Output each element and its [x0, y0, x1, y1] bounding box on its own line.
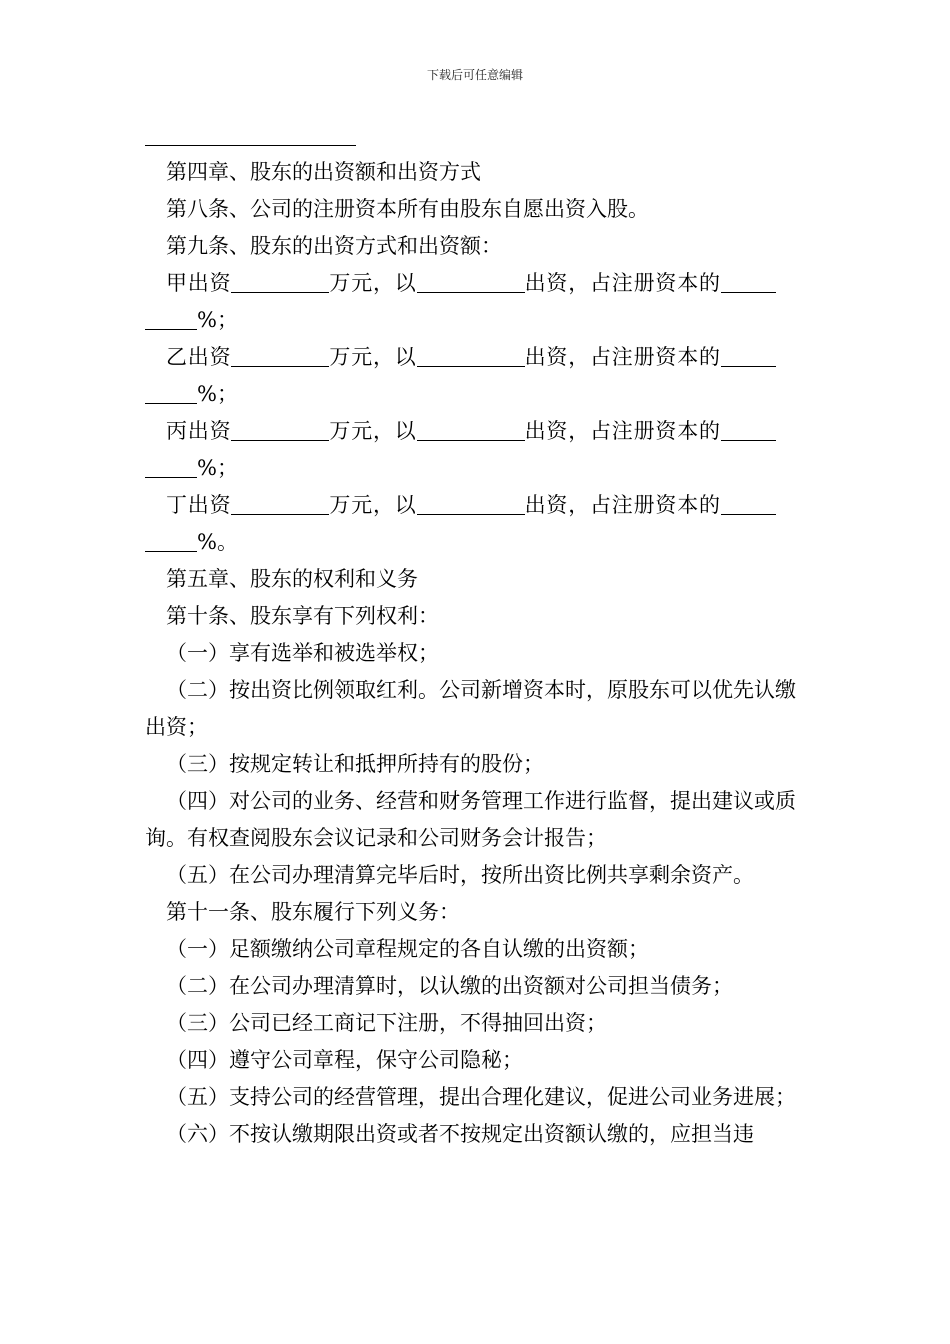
percent-blank-cont — [145, 309, 197, 330]
right-item: （四）对公司的业务、经营和财务管理工作进行监督，提出建议或质询。有权查阅股东会议记录和公司财务会计报告； — [145, 789, 796, 850]
percent-blank-cont — [145, 383, 197, 404]
share-text: 出资，占注册资本的 — [524, 271, 721, 295]
percent-blank — [721, 494, 776, 515]
percent-end: %。 — [197, 530, 238, 554]
right-item: （三）按规定转让和抵押所持有的股份； — [166, 752, 544, 776]
chapter-4-title: 第四章、股东的出资额和出资方式 — [166, 160, 481, 184]
page-header: 下载后可任意编辑 — [426, 68, 523, 82]
contributor-label: 乙出资 — [166, 345, 232, 369]
percent-blank-cont — [145, 457, 197, 478]
unit-text: 万元，以 — [329, 271, 417, 295]
percent-blank — [721, 420, 776, 441]
duty-item: （六）不按认缴期限出资或者不按规定出资额认缴的，应担当违 — [166, 1122, 754, 1146]
contribution-entry — [145, 487, 807, 561]
chapter-5-title: 第五章、股东的权利和义务 — [166, 567, 418, 591]
contributor-label: 丁出资 — [166, 493, 232, 517]
percent-end: %； — [197, 308, 238, 332]
amount-blank — [231, 420, 329, 441]
contribution-entry — [145, 339, 807, 413]
right-item: （一）享有选举和被选举权； — [166, 641, 439, 665]
contributor-label: 丙出资 — [166, 419, 232, 443]
duty-item: （五）支持公司的经营管理，提出合理化建议，促进公司业务进展； — [166, 1085, 796, 1109]
percent-end: %； — [197, 382, 238, 406]
method-blank — [417, 494, 525, 515]
contributor-label: 甲出资 — [166, 271, 232, 295]
method-blank — [417, 346, 525, 367]
document-body — [145, 154, 807, 1153]
duty-item: （一）足额缴纳公司章程规定的各自认缴的出资额； — [166, 937, 649, 961]
share-text: 出资，占注册资本的 — [524, 345, 721, 369]
share-text: 出资，占注册资本的 — [524, 419, 721, 443]
contribution-entry — [145, 265, 807, 339]
article-8: 第八条、公司的注册资本所有由股东自愿出资入股。 — [166, 197, 649, 221]
article-10: 第十条、股东享有下列权利： — [166, 604, 439, 628]
percent-blank — [721, 346, 776, 367]
percent-blank-cont — [145, 531, 197, 552]
article-11: 第十一条、股东履行下列义务： — [166, 900, 460, 924]
right-item: （五）在公司办理清算完毕后时，按所出资比例共享剩余资产。 — [166, 863, 754, 887]
method-blank — [417, 420, 525, 441]
amount-blank — [231, 494, 329, 515]
duty-item: （二）在公司办理清算时，以认缴的出资额对公司担当债务； — [166, 974, 733, 998]
unit-text: 万元，以 — [329, 493, 417, 517]
amount-blank — [231, 272, 329, 293]
percent-end: %； — [197, 456, 238, 480]
method-blank — [417, 272, 525, 293]
unit-text: 万元，以 — [329, 345, 417, 369]
share-text: 出资，占注册资本的 — [524, 493, 721, 517]
duty-item: （三）公司已经工商记下注册，不得抽回出资； — [166, 1011, 607, 1035]
top-rule — [145, 145, 356, 146]
right-item: （二）按出资比例领取红利。公司新增资本时，原股东可以优先认缴出资； — [145, 678, 796, 739]
duty-item: （四）遵守公司章程，保守公司隐秘； — [166, 1048, 523, 1072]
amount-blank — [231, 346, 329, 367]
contribution-entry — [145, 413, 807, 487]
percent-blank — [721, 272, 776, 293]
article-9: 第九条、股东的出资方式和出资额： — [166, 234, 502, 258]
unit-text: 万元，以 — [329, 419, 417, 443]
